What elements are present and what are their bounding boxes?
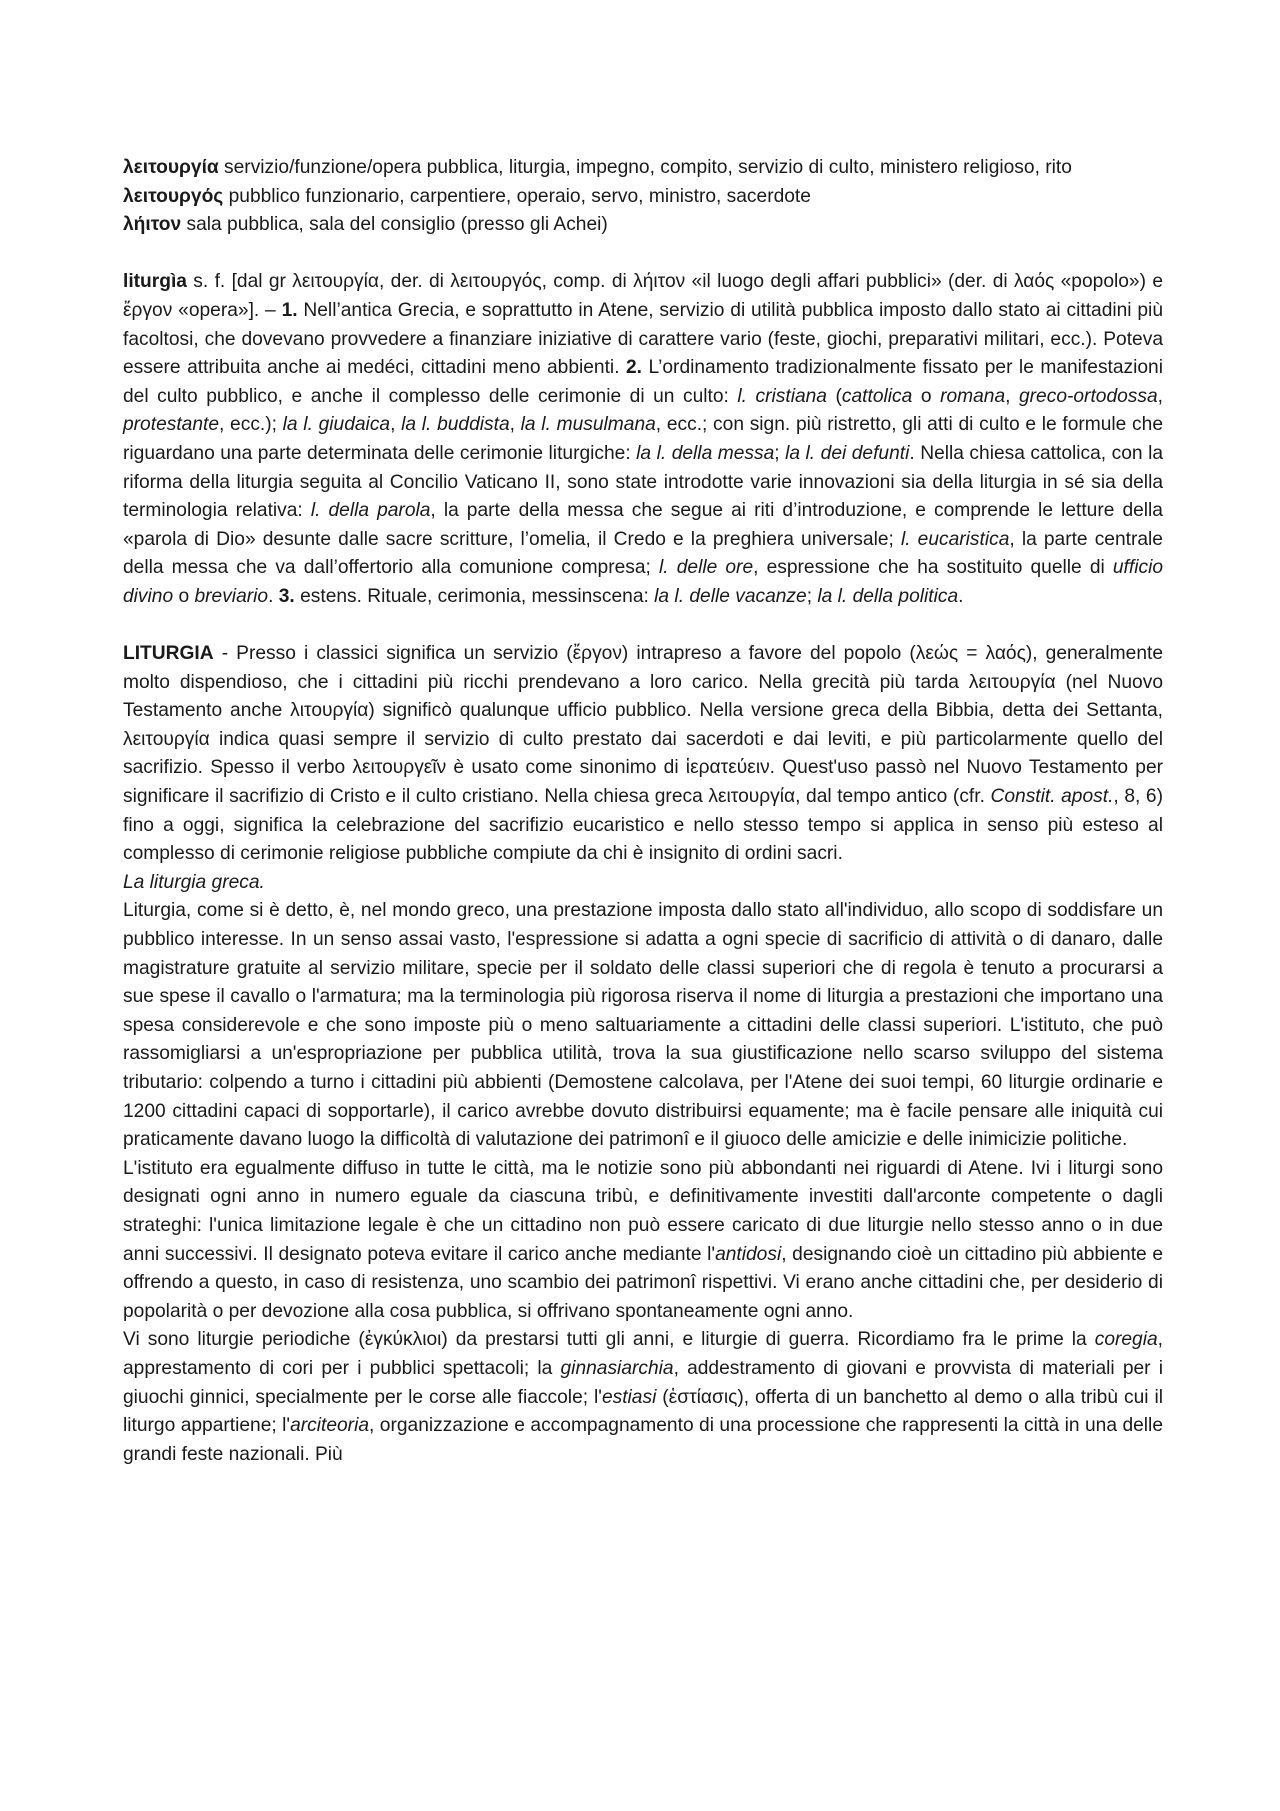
dictionary-entry [123, 268, 1163, 611]
dictionary-example: romana [940, 385, 1006, 407]
dictionary-example: la l. della politica [817, 585, 959, 607]
paragraph [123, 1326, 1163, 1469]
dictionary-text: s. f. [dal gr λειτουργία, der. di λειτουργός, comp. di λήιτον «il luogo degli affari pubblici» (der. di λαός «popolo») e ἔργον «opera»]. – [123, 271, 1163, 321]
dictionary-text: , [1005, 385, 1019, 407]
section-subheading [123, 869, 1163, 898]
italic-term: ginnasiarchia [560, 1357, 674, 1379]
paragraph-text: (ἑστίασις), offerta di un banchetto al demo o alla tribù cui il liturgo appartiene; l' [123, 1386, 1163, 1437]
greek-term: λειτουργία [123, 157, 219, 178]
dictionary-text: Nell’antica Grecia, e soprattutto in Atene, servizio di utilità pubblica imposto dallo stato ai cittadini più facoltosi, che dovevano provvedere a finanziare iniziative di carattere vario (feste, giochi, preparativi militari, ecc.). Poteva essere attribuita anche ai medéci, cittadini meno abbienti. [123, 299, 1163, 379]
greek-term: λειτουργός [123, 185, 224, 207]
dictionary-text: L’ordinamento tradizionalmente fissato per le manifestazioni del culto pubblico, e anche il complesso delle cerimonie di un culto: [123, 357, 1163, 407]
glossary-section [123, 154, 1163, 240]
dictionary-example: la l. della messa [636, 442, 775, 464]
dictionary-example: ufficio divino [123, 557, 1164, 607]
paragraph-text: L'istituto era egualmente diffuso in tutte le città, ma le notizie sono più abbondanti nei riguardi di Atene. Ivi i liturgi sono designati ogni anno in numero eguale da ciascuna tribù, e definitivamente investiti dall'arconte competente o dagli strateghi: l'unica limitazione legale è che un cittadino non può essere caricato di due liturgie nello stesso anno o in due anni successivi. Il designato poteva evitare il carico anche mediante l' [123, 1157, 1163, 1265]
dictionary-text: ( [826, 385, 842, 407]
paragraph-text: , addestramento di giovani e provvista di materiali per i giuochi ginnici, specialmente per le corse alle fiaccole; l' [123, 1357, 1163, 1408]
dictionary-text: , [509, 414, 521, 436]
italic-term: coregia [1094, 1329, 1158, 1351]
citation: Constit. apost. [990, 786, 1114, 808]
encyclopedia-intro [123, 640, 1163, 869]
dictionary-text: . Nella chiesa cattolica, con la riforma della liturgia seguita al Concilio Vaticano II, sono state introdotte varie innovazioni sia della liturgia in sé sia della terminologia relativa: [123, 442, 1163, 522]
dictionary-text: , la parte centrale della messa che va dall’offertorio alla comunione compresa; [123, 528, 1163, 579]
italic-term: estiasi [601, 1386, 657, 1408]
paragraph-text: , apprestamento di cori per i pubblici spettacoli; la [123, 1329, 1163, 1379]
paragraph-text: , designando cioè un cittadino più abbiente e offrendo a questo, in caso di resistenza, uno scambio dei patrimonî rispettivi. Vi erano anche cittadini che, per desiderio di popolarità o per devozione alla cosa pubblica, si offrivano spontaneamente ogni anno. [123, 1243, 1164, 1322]
term-definition: pubblico funzionario, carpentiere, operaio, servo, ministro, sacerdote [223, 185, 811, 207]
dictionary-example: la l. buddista [401, 414, 510, 436]
dictionary-example: greco-ortodossa [1019, 385, 1158, 407]
paragraph-text: , 8, 6) fino a oggi, significa la celebrazione del sacrifizio eucaristico e nello stesso tempo si applica in senso più esteso al complesso di cerimonie religiose pubbliche compiute da chi è insignito di ordini sacri. [123, 786, 1163, 865]
dictionary-text: , la parte della messa che segue ai riti d’introduzione, e comprende le letture della «parola di Dio» desunte dalle sacre scritture, l’omelia, il Credo e la preghiera universale; [123, 500, 1163, 550]
dictionary-text: , [1157, 385, 1163, 407]
glossary-entry [123, 211, 1163, 240]
term-definition: servizio/funzione/opera pubblica, liturgia, impegno, compito, servizio di culto, ministero religioso, rito [218, 157, 1072, 178]
dictionary-headword: liturgìa [123, 271, 187, 293]
paragraph [123, 1155, 1163, 1327]
paragraph-text: Vi sono liturgie periodiche (ἐγκύκλιοι) da prestarsi tutti gli anni, e liturgie di guerra. Ricordiamo fra le prime la [123, 1329, 1095, 1351]
encyclopedia-headword: LITURGIA [123, 643, 214, 665]
dictionary-text: o [173, 585, 195, 607]
dictionary-example: breviario [194, 585, 269, 607]
dictionary-example: l. eucaristica [900, 528, 1010, 550]
dictionary-example: l. delle ore [659, 557, 754, 579]
subheading-text: La liturgia greca. [123, 871, 265, 893]
dictionary-example: l. della parola [310, 500, 431, 522]
dictionary-example: la l. musulmana [520, 414, 656, 436]
dictionary-example: l. cristiana [737, 385, 827, 407]
dictionary-text: , ecc.); [219, 414, 283, 436]
dictionary-text: . [958, 585, 964, 607]
dictionary-text: , ecc.; con sign. più ristretto, gli atti di culto e le formule che riguardano una parte determinata delle cerimonie liturgiche: [123, 414, 1163, 464]
italic-term: arciteoria [290, 1415, 370, 1437]
paragraph-text: , organizzazione e accompagnamento di una processione che rappresenti la città in una delle grandi feste nazionali. Più [123, 1415, 1163, 1465]
dictionary-text: ; [774, 442, 786, 464]
dictionary-text: , espressione che ha sostituito quelle di [753, 557, 1113, 579]
sense-number: 2. [626, 357, 643, 379]
italic-term: antidosi [715, 1243, 782, 1265]
dictionary-example: cattolica [841, 385, 913, 407]
sense-number: 3. [278, 585, 295, 607]
dictionary-example: protestante [123, 414, 220, 436]
term-definition: sala pubblica, sala del consiglio (presso gli Achei) [181, 214, 608, 236]
glossary-entry [123, 154, 1163, 183]
paragraph: Liturgia, come si è detto, è, nel mondo greco, una prestazione imposta dallo stato all'individuo, allo scopo di soddisfare un pubblico interesse. In un senso assai vasto, l'espressione si adatta a ogni specie di sacrificio di attività o di danaro, dalle magistrature gratuite al servizio militare, specie per il soldato delle classi superiori che di regola è tenuto a procurarsi a sue spese il cavallo o l'armatura; ma la terminologia più rigorosa riserva il nome di liturgia a prestazioni che importano una spesa considerevole e che sono imposte più o meno saltuariamente a cittadini delle classi superiori. L'istituto, che può rassomigliarsi a un'espropriazione per pubblica utilità, trova la sua giustificazione nello scarso sviluppo del sistema tributario: colpendo a turno i cittadini più abbienti (Demostene calcolava, per l'Atene dei suoi tempi, 60 liturgie ordinarie e 1200 cittadini capaci di sopportarle), il carico avrebbe dovuto distribuirsi equamente; ma è facile pensare alle iniquità cui praticamente davano luogo la difficoltà di valutazione dei patrimonî e il giuoco delle amicizie e delle inimicizie politiche. [123, 900, 1163, 1151]
dictionary-example: la l. giudaica [282, 414, 391, 436]
glossary-entry [123, 183, 1163, 212]
dictionary-text: estens. Rituale, cerimonia, messinscena: [294, 585, 655, 607]
dictionary-text: o [912, 385, 941, 407]
dictionary-text: , [390, 414, 402, 436]
paragraph-text: - Presso i classici significa un servizio (ἔργον) intrapreso a favore del popolo (λεώς = λαός), generalmente molto dispendioso, che i cittadini più ricchi prendevano a loro carico. Nella grecità più tarda λειτουργία (nel Nuovo Testamento anche λιτουργία) significò qualunque ufficio pubblico. Nella versione greca della Bibbia, detta dei Settanta, λειτουργία indica quasi sempre il servizio di culto prestato dai sacerdoti e dai leviti, e più particolarmente quello del sacrifizio. Spesso il verbo λειτουργεῖν è usato come sinonimo di ἱερατεύειν. Quest'uso passò nel Nuovo Testamento per significare il sacrifizio di Cristo e il culto cristiano. Nella chiesa greca λειτουργία, dal tempo antico (cfr. [123, 643, 1163, 808]
greek-term: λήιτον [123, 214, 182, 236]
dictionary-text: . [268, 585, 279, 607]
dictionary-text: ; [806, 585, 818, 607]
sense-number: 1. [281, 299, 298, 321]
document-body [123, 154, 1163, 1469]
dictionary-example: la l. delle vacanze [654, 585, 807, 607]
dictionary-example: la l. dei defunti [785, 442, 910, 464]
